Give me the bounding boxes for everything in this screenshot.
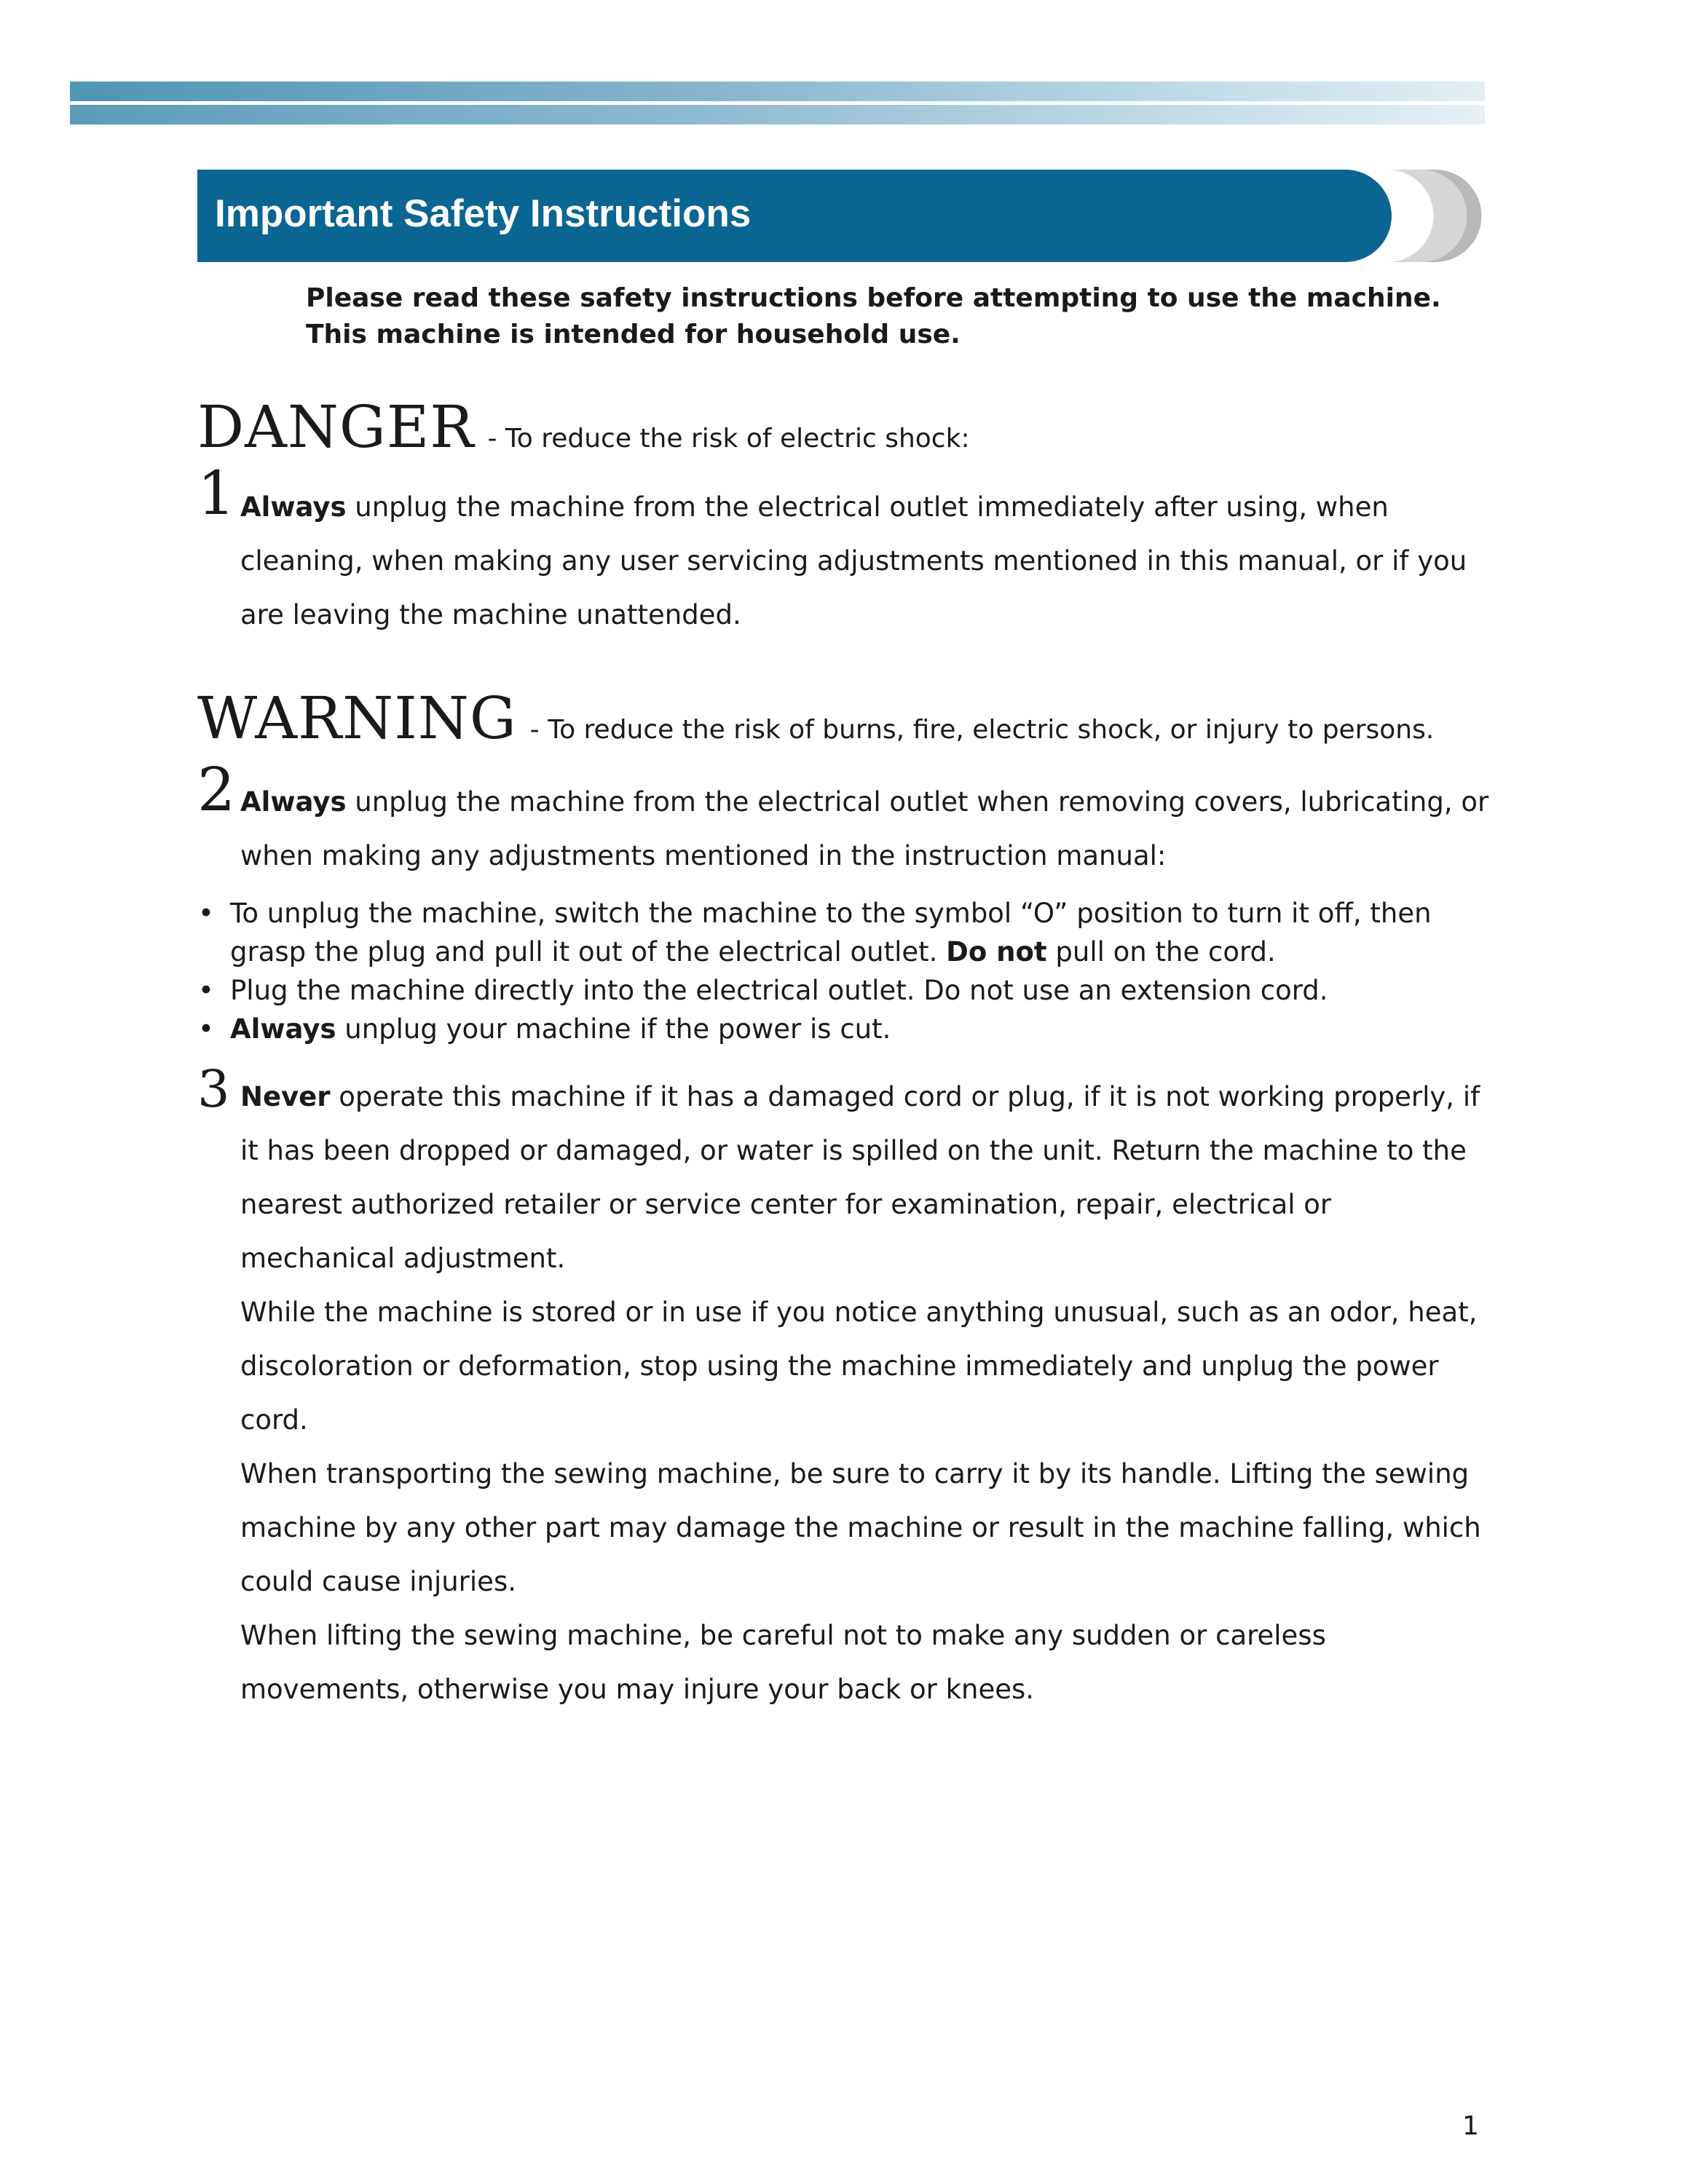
danger-item-1-text	[240, 480, 1493, 642]
section-title-banner	[197, 170, 1392, 262]
warning-signal-word: WARNING	[197, 684, 517, 752]
header-stripe-bottom	[70, 105, 1485, 124]
warning-item-3-text	[240, 1070, 1493, 1717]
section-title: Important Safety Instructions	[215, 192, 752, 235]
bullet-icon: •	[198, 975, 214, 1006]
bullet-icon: •	[198, 1013, 214, 1045]
danger-signal-word: DANGER	[197, 393, 475, 461]
warning-description: - To reduce the risk of burns, fire, electric shock, or injury to persons.	[529, 715, 1435, 745]
danger-description: - To reduce the risk of electric shock:	[487, 424, 970, 454]
page-number: 1	[1462, 2111, 1479, 2141]
warning-item-3-para-3: When transporting the sewing machine, be sure to carry it by its handle. Lifting the sewing machine by any other part may damage the machine or result in the machine falling, which could cause injuries.	[240, 1458, 1481, 1597]
warning-bullet-list	[197, 894, 1486, 1048]
warning-item-2-text	[240, 775, 1493, 883]
bullet-icon: •	[198, 898, 214, 929]
item-number-3: 3	[197, 1059, 230, 1119]
list-item: • Always unplug your machine if the power is cut.	[197, 1010, 1486, 1048]
warning-item-3-lead: Never	[240, 1081, 331, 1112]
warning-item-2-lead: Always	[240, 786, 347, 818]
intro-line-1: Please read these safety instructions before attempting to use the machine.	[306, 283, 1441, 313]
danger-item-1-lead: Always	[240, 491, 347, 523]
warning-heading	[197, 684, 1434, 752]
warning-item-3-para-4: When lifting the sewing machine, be careful not to make any sudden or careless movements, otherwise you may injure your back or knees.	[240, 1620, 1326, 1705]
intro-notice	[306, 280, 1441, 353]
header-stripe-top	[70, 82, 1485, 101]
warning-item-3-para-2: While the machine is stored or in use if you notice anything unusual, such as an odor, heat, discoloration or deformation, stop using the machine immediately and unplug the power cord.	[240, 1297, 1478, 1436]
list-item: • To unplug the machine, switch the machine to the symbol “O” position to turn it off, then grasp the plug and pull it out of the electrical outlet. Do not pull on the cord.	[197, 894, 1486, 971]
warning-item-3-para-1: Never operate this machine if it has a damaged cord or plug, if it is not working properly, if it has been dropped or damaged, or water is spilled on the unit. Return the machine to the nearest authorized retailer or service center for examination, repair, electrical or mechanical adjustment.	[240, 1081, 1480, 1274]
danger-item-1-body: unplug the machine from the electrical outlet immediately after using, when cleaning, when making any user servicing adjustments mentioned in this manual, or if you are leaving the machine unattended.	[240, 491, 1467, 630]
list-item: • Plug the machine directly into the electrical outlet. Do not use an extension cord.	[197, 971, 1486, 1010]
danger-heading	[197, 393, 970, 461]
item-number-1: 1	[197, 459, 236, 529]
item-number-2: 2	[197, 756, 236, 825]
intro-line-2: This machine is intended for household use.	[306, 320, 961, 349]
chevron-decoration-icon	[1387, 170, 1482, 262]
warning-item-2-body: unplug the machine from the electrical outlet when removing covers, lubricating, or when making any adjustments mentioned in the instruction manual:	[240, 786, 1489, 871]
